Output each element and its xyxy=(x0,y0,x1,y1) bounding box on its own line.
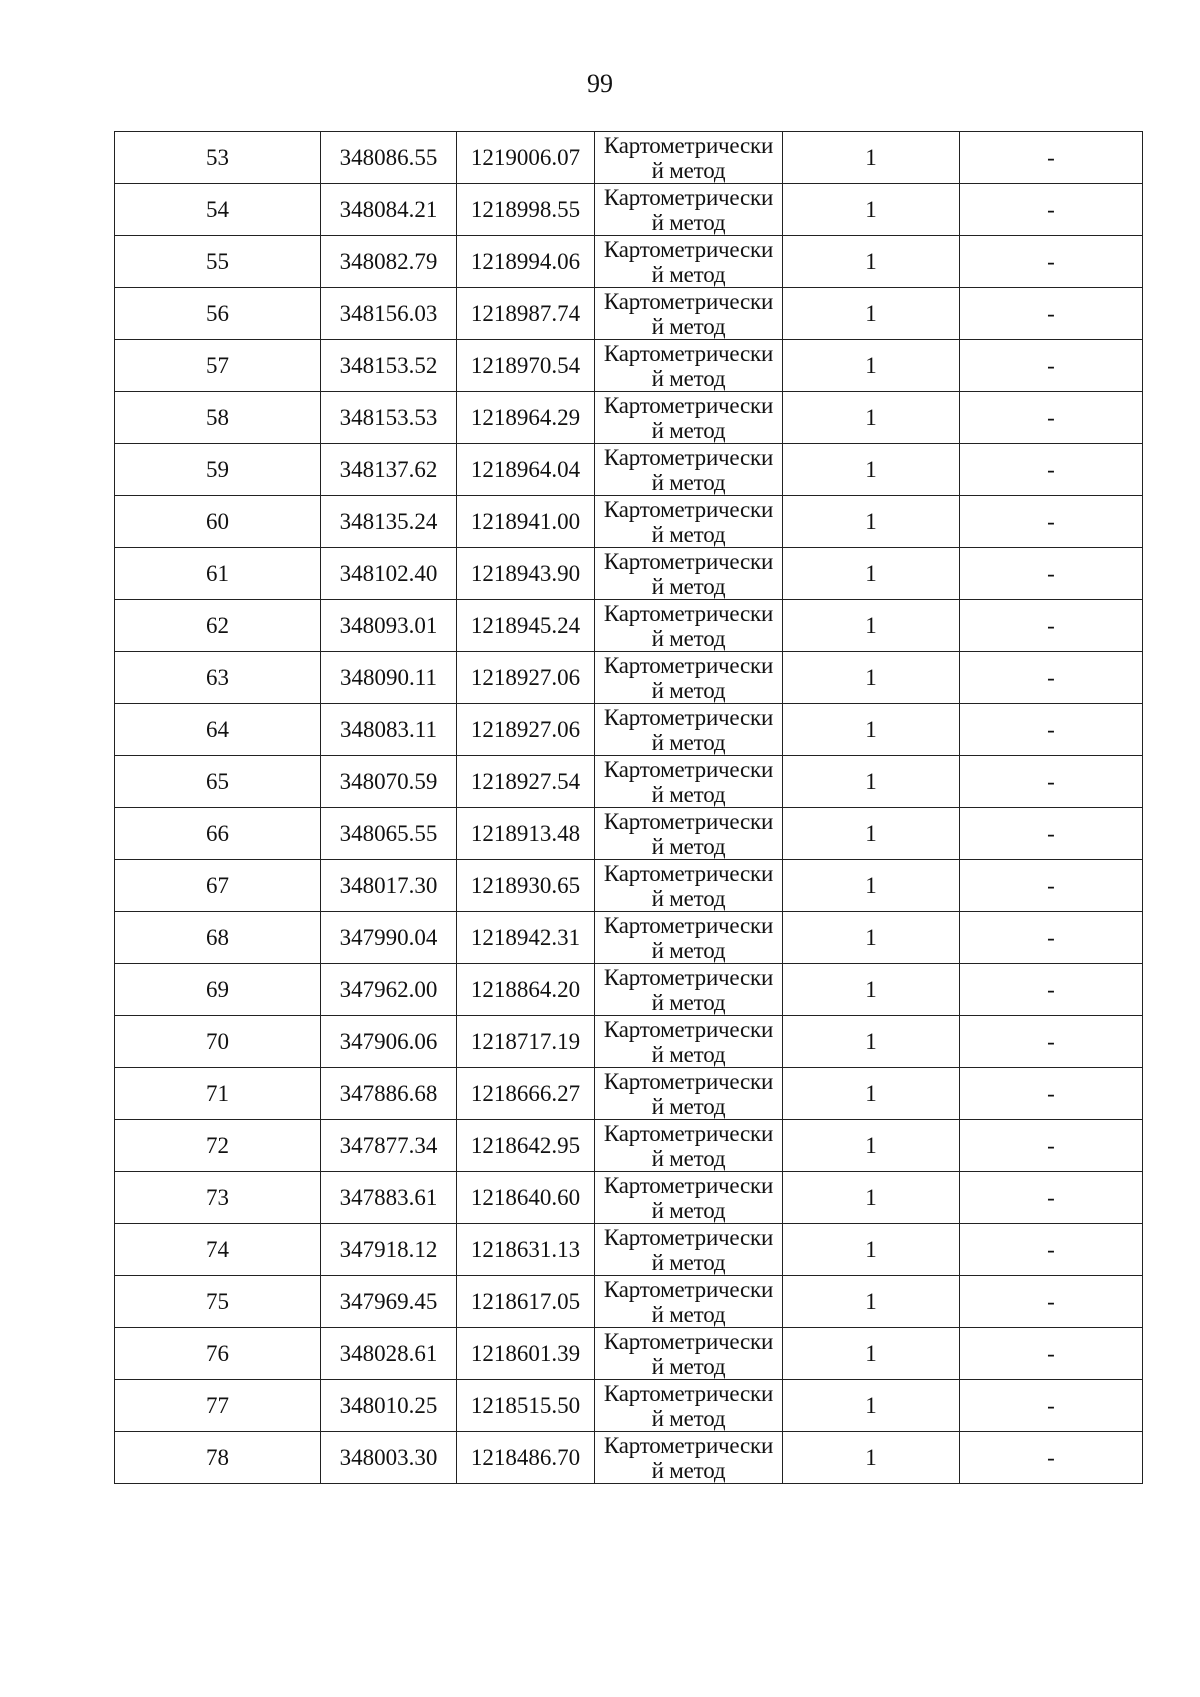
method-cell xyxy=(595,392,783,444)
x-coordinate-cell: 348093.01 xyxy=(321,600,457,652)
y-coordinate-cell: 1218943.90 xyxy=(457,548,595,600)
point-number-cell: 73 xyxy=(115,1172,321,1224)
method-text-line1: Картометрически xyxy=(603,392,774,418)
method-text-line1: Картометрически xyxy=(603,808,774,834)
point-number-cell: 68 xyxy=(115,912,321,964)
method-text-line1: Картометрически xyxy=(603,1120,774,1146)
y-coordinate-cell: 1218640.60 xyxy=(457,1172,595,1224)
method-text-line2: й метод xyxy=(651,417,726,443)
method-text-line1: Картометрически xyxy=(603,860,774,886)
table-row xyxy=(115,1380,1143,1432)
method-cell xyxy=(595,1224,783,1276)
note-cell: - xyxy=(960,1276,1143,1328)
x-coordinate-cell: 347877.34 xyxy=(321,1120,457,1172)
y-coordinate-cell: 1218970.54 xyxy=(457,340,595,392)
note-cell: - xyxy=(960,600,1143,652)
y-coordinate-cell: 1218617.05 xyxy=(457,1276,595,1328)
method-text-line2: й метод xyxy=(651,313,726,339)
point-number-cell: 72 xyxy=(115,1120,321,1172)
point-number-cell: 76 xyxy=(115,1328,321,1380)
method-text-line2: й метод xyxy=(651,677,726,703)
method-text-line2: й метод xyxy=(651,573,726,599)
method-cell xyxy=(595,1068,783,1120)
note-cell: - xyxy=(960,132,1143,184)
point-number-cell: 78 xyxy=(115,1432,321,1484)
page-number: 99 xyxy=(587,69,613,98)
note-cell: - xyxy=(960,912,1143,964)
point-number-cell: 67 xyxy=(115,860,321,912)
accuracy-cell: 1 xyxy=(783,444,960,496)
x-coordinate-cell: 347918.12 xyxy=(321,1224,457,1276)
point-number-cell: 75 xyxy=(115,1276,321,1328)
method-cell xyxy=(595,912,783,964)
method-text-line1: Картометрически xyxy=(603,1432,774,1458)
x-coordinate-cell: 347906.06 xyxy=(321,1016,457,1068)
note-cell: - xyxy=(960,1016,1143,1068)
point-number-cell: 74 xyxy=(115,1224,321,1276)
note-cell: - xyxy=(960,236,1143,288)
y-coordinate-cell: 1218515.50 xyxy=(457,1380,595,1432)
method-text-line2: й метод xyxy=(651,1249,726,1275)
table-row xyxy=(115,496,1143,548)
note-cell: - xyxy=(960,184,1143,236)
method-cell xyxy=(595,1380,783,1432)
table-row xyxy=(115,1120,1143,1172)
method-cell xyxy=(595,1328,783,1380)
accuracy-cell: 1 xyxy=(783,1068,960,1120)
x-coordinate-cell: 348017.30 xyxy=(321,860,457,912)
point-number-cell: 59 xyxy=(115,444,321,496)
note-cell: - xyxy=(960,496,1143,548)
x-coordinate-cell: 347990.04 xyxy=(321,912,457,964)
method-text-line2: й метод xyxy=(651,469,726,495)
method-text-line1: Картометрически xyxy=(603,704,774,730)
table-row xyxy=(115,600,1143,652)
method-text-line1: Картометрически xyxy=(603,444,774,470)
y-coordinate-cell: 1218964.04 xyxy=(457,444,595,496)
method-text-line2: й метод xyxy=(651,937,726,963)
point-number-cell: 63 xyxy=(115,652,321,704)
method-cell xyxy=(595,236,783,288)
coordinates-table-body xyxy=(115,132,1143,1484)
accuracy-cell: 1 xyxy=(783,860,960,912)
accuracy-cell: 1 xyxy=(783,756,960,808)
y-coordinate-cell: 1218631.13 xyxy=(457,1224,595,1276)
method-cell xyxy=(595,340,783,392)
method-text-line2: й метод xyxy=(651,1093,726,1119)
note-cell: - xyxy=(960,548,1143,600)
accuracy-cell: 1 xyxy=(783,1380,960,1432)
method-cell xyxy=(595,184,783,236)
x-coordinate-cell: 348153.53 xyxy=(321,392,457,444)
method-text-line1: Картометрически xyxy=(603,496,774,522)
method-text-line1: Картометрически xyxy=(603,652,774,678)
method-text-line2: й метод xyxy=(651,833,726,859)
table-row xyxy=(115,548,1143,600)
method-cell xyxy=(595,1120,783,1172)
method-text-line1: Картометрически xyxy=(603,288,774,314)
method-cell xyxy=(595,1016,783,1068)
note-cell: - xyxy=(960,964,1143,1016)
y-coordinate-cell: 1218927.06 xyxy=(457,652,595,704)
method-cell xyxy=(595,964,783,1016)
point-number-cell: 56 xyxy=(115,288,321,340)
accuracy-cell: 1 xyxy=(783,1120,960,1172)
table-row xyxy=(115,340,1143,392)
method-text-line2: й метод xyxy=(651,157,726,183)
note-cell: - xyxy=(960,444,1143,496)
accuracy-cell: 1 xyxy=(783,1224,960,1276)
accuracy-cell: 1 xyxy=(783,184,960,236)
method-text-line1: Картометрически xyxy=(603,964,774,990)
note-cell: - xyxy=(960,1380,1143,1432)
note-cell: - xyxy=(960,704,1143,756)
x-coordinate-cell: 348084.21 xyxy=(321,184,457,236)
x-coordinate-cell: 348102.40 xyxy=(321,548,457,600)
table-row xyxy=(115,912,1143,964)
x-coordinate-cell: 348086.55 xyxy=(321,132,457,184)
method-text-line1: Картометрически xyxy=(603,236,774,262)
y-coordinate-cell: 1218913.48 xyxy=(457,808,595,860)
accuracy-cell: 1 xyxy=(783,548,960,600)
point-number-cell: 69 xyxy=(115,964,321,1016)
x-coordinate-cell: 348082.79 xyxy=(321,236,457,288)
method-text-line1: Картометрически xyxy=(603,184,774,210)
note-cell: - xyxy=(960,1328,1143,1380)
y-coordinate-cell: 1218994.06 xyxy=(457,236,595,288)
method-text-line2: й метод xyxy=(651,365,726,391)
point-number-cell: 60 xyxy=(115,496,321,548)
method-text-line1: Картометрически xyxy=(603,132,774,158)
accuracy-cell: 1 xyxy=(783,600,960,652)
point-number-cell: 58 xyxy=(115,392,321,444)
y-coordinate-cell: 1218941.00 xyxy=(457,496,595,548)
method-cell xyxy=(595,444,783,496)
method-text-line2: й метод xyxy=(651,1457,726,1483)
method-cell xyxy=(595,1276,783,1328)
method-text-line2: й метод xyxy=(651,1197,726,1223)
method-cell xyxy=(595,288,783,340)
point-number-cell: 64 xyxy=(115,704,321,756)
accuracy-cell: 1 xyxy=(783,808,960,860)
y-coordinate-cell: 1218927.06 xyxy=(457,704,595,756)
accuracy-cell: 1 xyxy=(783,704,960,756)
y-coordinate-cell: 1218666.27 xyxy=(457,1068,595,1120)
method-text-line2: й метод xyxy=(651,1353,726,1379)
y-coordinate-cell: 1218927.54 xyxy=(457,756,595,808)
point-number-cell: 62 xyxy=(115,600,321,652)
table-row xyxy=(115,132,1143,184)
y-coordinate-cell: 1218717.19 xyxy=(457,1016,595,1068)
x-coordinate-cell: 348070.59 xyxy=(321,756,457,808)
y-coordinate-cell: 1218998.55 xyxy=(457,184,595,236)
table-row xyxy=(115,1432,1143,1484)
table-row xyxy=(115,1068,1143,1120)
accuracy-cell: 1 xyxy=(783,132,960,184)
x-coordinate-cell: 348137.62 xyxy=(321,444,457,496)
method-cell xyxy=(595,860,783,912)
method-text-line1: Картометрически xyxy=(603,1224,774,1250)
method-text-line2: й метод xyxy=(651,1041,726,1067)
y-coordinate-cell: 1218486.70 xyxy=(457,1432,595,1484)
y-coordinate-cell: 1218601.39 xyxy=(457,1328,595,1380)
point-number-cell: 77 xyxy=(115,1380,321,1432)
table-row xyxy=(115,860,1143,912)
y-coordinate-cell: 1218642.95 xyxy=(457,1120,595,1172)
accuracy-cell: 1 xyxy=(783,1016,960,1068)
x-coordinate-cell: 348156.03 xyxy=(321,288,457,340)
method-cell xyxy=(595,132,783,184)
point-number-cell: 53 xyxy=(115,132,321,184)
x-coordinate-cell: 348003.30 xyxy=(321,1432,457,1484)
method-text-line2: й метод xyxy=(651,625,726,651)
method-cell xyxy=(595,808,783,860)
method-text-line2: й метод xyxy=(651,1405,726,1431)
x-coordinate-cell: 347969.45 xyxy=(321,1276,457,1328)
point-number-cell: 57 xyxy=(115,340,321,392)
x-coordinate-cell: 348083.11 xyxy=(321,704,457,756)
table-row xyxy=(115,288,1143,340)
point-number-cell: 61 xyxy=(115,548,321,600)
y-coordinate-cell: 1218864.20 xyxy=(457,964,595,1016)
method-text-line1: Картометрически xyxy=(603,912,774,938)
x-coordinate-cell: 348010.25 xyxy=(321,1380,457,1432)
method-text-line1: Картометрически xyxy=(603,1328,774,1354)
method-cell xyxy=(595,548,783,600)
y-coordinate-cell: 1218987.74 xyxy=(457,288,595,340)
x-coordinate-cell: 348065.55 xyxy=(321,808,457,860)
coordinates-table xyxy=(114,131,1143,1484)
method-cell xyxy=(595,756,783,808)
note-cell: - xyxy=(960,860,1143,912)
accuracy-cell: 1 xyxy=(783,236,960,288)
note-cell: - xyxy=(960,652,1143,704)
table-row xyxy=(115,1224,1143,1276)
point-number-cell: 66 xyxy=(115,808,321,860)
table-row xyxy=(115,236,1143,288)
method-cell xyxy=(595,652,783,704)
table-row xyxy=(115,704,1143,756)
method-cell xyxy=(595,496,783,548)
y-coordinate-cell: 1218964.29 xyxy=(457,392,595,444)
method-cell xyxy=(595,600,783,652)
table-row xyxy=(115,444,1143,496)
table-row xyxy=(115,652,1143,704)
method-text-line1: Картометрически xyxy=(603,1380,774,1406)
x-coordinate-cell: 348028.61 xyxy=(321,1328,457,1380)
table-row xyxy=(115,1172,1143,1224)
method-text-line1: Картометрически xyxy=(603,1172,774,1198)
x-coordinate-cell: 348135.24 xyxy=(321,496,457,548)
table-row xyxy=(115,1276,1143,1328)
method-text-line1: Картометрически xyxy=(603,756,774,782)
note-cell: - xyxy=(960,1068,1143,1120)
y-coordinate-cell: 1219006.07 xyxy=(457,132,595,184)
x-coordinate-cell: 348153.52 xyxy=(321,340,457,392)
note-cell: - xyxy=(960,1432,1143,1484)
method-text-line2: й метод xyxy=(651,729,726,755)
method-text-line2: й метод xyxy=(651,521,726,547)
note-cell: - xyxy=(960,288,1143,340)
point-number-cell: 70 xyxy=(115,1016,321,1068)
x-coordinate-cell: 347883.61 xyxy=(321,1172,457,1224)
accuracy-cell: 1 xyxy=(783,1328,960,1380)
method-cell xyxy=(595,704,783,756)
accuracy-cell: 1 xyxy=(783,964,960,1016)
y-coordinate-cell: 1218942.31 xyxy=(457,912,595,964)
accuracy-cell: 1 xyxy=(783,340,960,392)
accuracy-cell: 1 xyxy=(783,392,960,444)
point-number-cell: 54 xyxy=(115,184,321,236)
method-text-line1: Картометрически xyxy=(603,1016,774,1042)
method-text-line2: й метод xyxy=(651,1301,726,1327)
accuracy-cell: 1 xyxy=(783,1172,960,1224)
note-cell: - xyxy=(960,756,1143,808)
note-cell: - xyxy=(960,340,1143,392)
x-coordinate-cell: 347962.00 xyxy=(321,964,457,1016)
method-cell xyxy=(595,1432,783,1484)
note-cell: - xyxy=(960,392,1143,444)
point-number-cell: 55 xyxy=(115,236,321,288)
method-text-line2: й метод xyxy=(651,261,726,287)
x-coordinate-cell: 347886.68 xyxy=(321,1068,457,1120)
point-number-cell: 65 xyxy=(115,756,321,808)
accuracy-cell: 1 xyxy=(783,496,960,548)
y-coordinate-cell: 1218945.24 xyxy=(457,600,595,652)
method-text-line2: й метод xyxy=(651,209,726,235)
method-text-line1: Картометрически xyxy=(603,548,774,574)
note-cell: - xyxy=(960,1224,1143,1276)
note-cell: - xyxy=(960,808,1143,860)
table-row xyxy=(115,756,1143,808)
point-number-cell: 71 xyxy=(115,1068,321,1120)
method-text-line1: Картометрически xyxy=(603,1068,774,1094)
method-text-line1: Картометрически xyxy=(603,340,774,366)
accuracy-cell: 1 xyxy=(783,652,960,704)
table-row xyxy=(115,808,1143,860)
accuracy-cell: 1 xyxy=(783,288,960,340)
table-row xyxy=(115,1016,1143,1068)
table-row xyxy=(115,392,1143,444)
accuracy-cell: 1 xyxy=(783,1276,960,1328)
method-text-line2: й метод xyxy=(651,885,726,911)
method-text-line1: Картометрически xyxy=(603,600,774,626)
x-coordinate-cell: 348090.11 xyxy=(321,652,457,704)
accuracy-cell: 1 xyxy=(783,1432,960,1484)
method-text-line2: й метод xyxy=(651,989,726,1015)
note-cell: - xyxy=(960,1120,1143,1172)
table-row xyxy=(115,964,1143,1016)
accuracy-cell: 1 xyxy=(783,912,960,964)
table-row xyxy=(115,1328,1143,1380)
y-coordinate-cell: 1218930.65 xyxy=(457,860,595,912)
table-row xyxy=(115,184,1143,236)
method-text-line1: Картометрически xyxy=(603,1276,774,1302)
method-text-line2: й метод xyxy=(651,1145,726,1171)
note-cell: - xyxy=(960,1172,1143,1224)
method-text-line2: й метод xyxy=(651,781,726,807)
method-cell xyxy=(595,1172,783,1224)
